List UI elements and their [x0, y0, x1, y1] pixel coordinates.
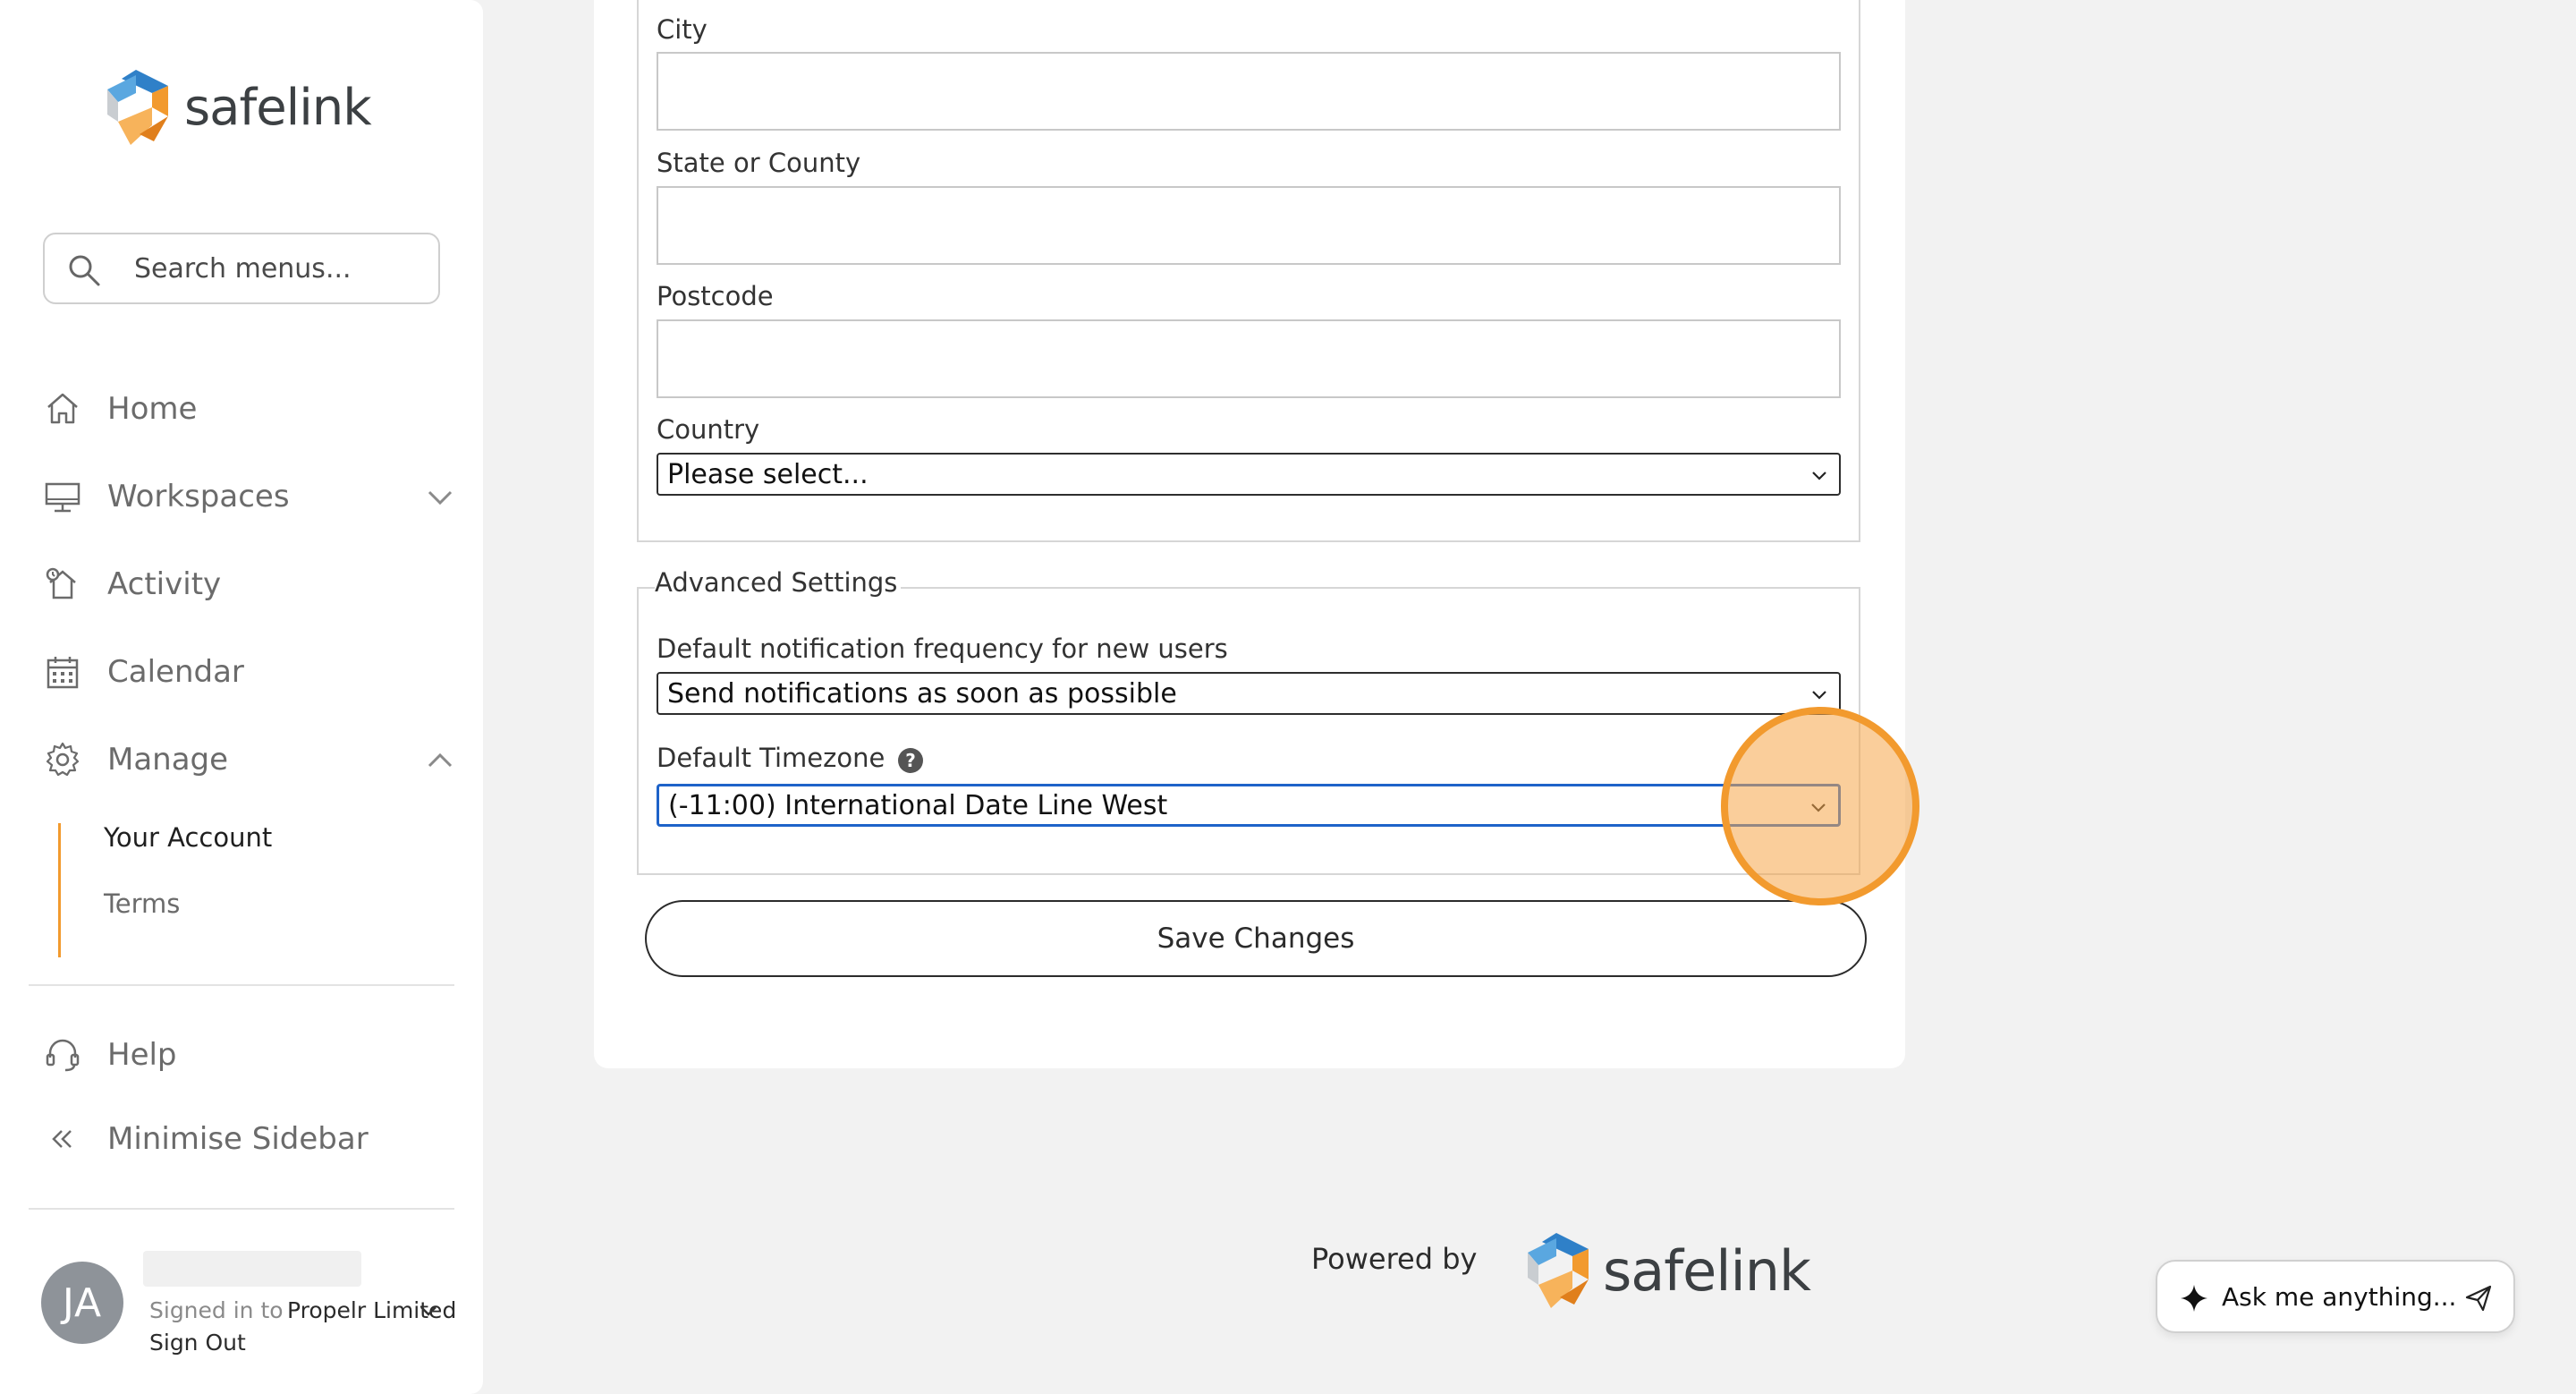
- country-select[interactable]: [657, 453, 1841, 496]
- activity-icon: [43, 565, 82, 604]
- footer-safelink-logo: [1521, 1228, 1810, 1313]
- notification-frequency-label: Default notification frequency for new users: [657, 633, 1228, 664]
- safelink-logo-mark-icon: [100, 66, 177, 149]
- submenu-indicator: [58, 823, 61, 957]
- timezone-select[interactable]: [657, 784, 1841, 827]
- nav-activity[interactable]: [43, 553, 454, 616]
- nav-help-label: Help: [107, 1037, 177, 1073]
- notification-frequency-value: Send notifications as soon as possible: [667, 677, 1177, 710]
- nav-home[interactable]: [43, 378, 454, 440]
- logo-wordmark: safelink: [184, 78, 371, 137]
- send-icon[interactable]: [2463, 1283, 2494, 1313]
- ask-assistant-box[interactable]: [2156, 1260, 2515, 1333]
- chevron-down-icon: [1810, 686, 1828, 704]
- nav-activity-label: Activity: [107, 566, 222, 602]
- ask-assistant-placeholder: Ask me anything...: [2222, 1281, 2457, 1312]
- safelink-logo[interactable]: [100, 66, 371, 149]
- state-input[interactable]: [657, 186, 1841, 265]
- nav-manage[interactable]: [43, 728, 454, 791]
- search-icon: [66, 252, 102, 288]
- country-select-value: Please select...: [667, 458, 869, 490]
- chevron-down-icon[interactable]: [419, 1301, 438, 1321]
- notification-frequency-select[interactable]: [657, 672, 1841, 715]
- nav-help[interactable]: [43, 1024, 454, 1086]
- signed-in-label: Signed in to: [149, 1297, 284, 1323]
- nav-home-label: Home: [107, 391, 198, 427]
- org-switcher[interactable]: Propelr Limited: [287, 1297, 457, 1323]
- gear-icon: [43, 740, 82, 779]
- home-icon: [43, 389, 82, 429]
- footer-logo-wordmark: safelink: [1603, 1237, 1810, 1304]
- advanced-settings-fieldset: [637, 587, 1860, 875]
- nav-minimise-sidebar[interactable]: [43, 1108, 454, 1170]
- nav-minimise-label: Minimise Sidebar: [107, 1121, 369, 1157]
- sub-item-your-account[interactable]: Your Account: [104, 822, 273, 853]
- chevron-down-icon[interactable]: [426, 483, 454, 512]
- search-box[interactable]: [43, 233, 440, 304]
- city-label: City: [657, 14, 708, 45]
- monitor-icon: [43, 477, 82, 516]
- state-label: State or County: [657, 148, 861, 178]
- save-changes-button[interactable]: Save Changes: [645, 900, 1867, 977]
- nav-workspaces[interactable]: [43, 465, 454, 528]
- chevron-up-icon[interactable]: [426, 746, 454, 775]
- timezone-label: Default Timezone: [657, 743, 886, 773]
- help-question-icon[interactable]: ?: [898, 748, 923, 773]
- headset-icon: [43, 1035, 82, 1075]
- postcode-label: Postcode: [657, 281, 774, 311]
- sign-out-link[interactable]: Sign Out: [149, 1330, 246, 1356]
- safelink-logo-mark-icon: [1521, 1228, 1597, 1313]
- powered-by-label: Powered by: [1311, 1242, 1478, 1276]
- user-name-redacted: [143, 1251, 361, 1287]
- avatar[interactable]: JA: [41, 1262, 123, 1344]
- sub-item-terms[interactable]: Terms: [104, 888, 181, 919]
- sidebar-divider: [29, 984, 454, 986]
- sidebar-divider-bottom: [29, 1208, 454, 1210]
- nav-calendar[interactable]: [43, 641, 454, 703]
- postcode-input[interactable]: [657, 319, 1841, 398]
- calendar-icon: [43, 652, 82, 692]
- nav-calendar-label: Calendar: [107, 654, 244, 690]
- advanced-settings-legend: Advanced Settings: [655, 567, 901, 598]
- chevron-down-icon: [1810, 467, 1828, 485]
- sparkle-icon: [2179, 1283, 2209, 1313]
- country-label: Country: [657, 414, 760, 445]
- double-chevron-left-icon: [43, 1119, 82, 1159]
- sidebar: [0, 0, 483, 1394]
- city-input[interactable]: [657, 52, 1841, 131]
- nav-workspaces-label: Workspaces: [107, 479, 290, 514]
- chevron-down-icon: [1809, 799, 1827, 817]
- nav-manage-label: Manage: [107, 742, 229, 778]
- search-input[interactable]: [134, 247, 420, 290]
- timezone-select-value: (-11:00) International Date Line West: [668, 789, 1168, 821]
